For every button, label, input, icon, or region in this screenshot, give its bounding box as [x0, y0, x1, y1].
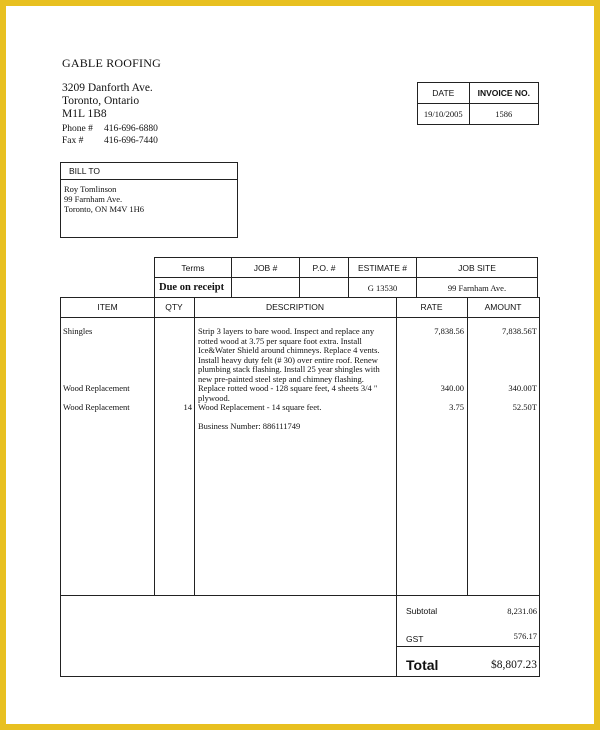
line-rate: 7,838.56 [434, 326, 464, 336]
divider [154, 298, 155, 595]
subtotal-value: 8,231.06 [507, 606, 537, 616]
invoice-info-box [417, 82, 539, 125]
line-amount: 52.50T [512, 402, 537, 412]
total-value: $8,807.23 [491, 659, 537, 671]
gst-value: 576.17 [513, 631, 537, 641]
line-item: Wood Replacement [63, 383, 130, 393]
terms-label: Terms [155, 258, 232, 278]
column-qty: QTY [154, 298, 194, 318]
column-amount: AMOUNT [467, 298, 539, 318]
fax-label: Fax # [62, 136, 84, 146]
terms-table [154, 257, 538, 298]
business-number: Business Number: 886111749 [198, 421, 301, 431]
divider [467, 298, 468, 595]
column-item: ITEM [61, 298, 154, 318]
divider [396, 298, 397, 676]
line-item: Wood Replacement [63, 402, 130, 412]
line-qty: 14 [183, 402, 192, 412]
company-name: GABLE ROOFING [62, 56, 161, 70]
job-value [232, 278, 300, 298]
phone-number: 416-696-6880 [104, 124, 158, 134]
divider [194, 298, 195, 595]
company-phone [62, 124, 158, 134]
line-rate: 340.00 [440, 383, 464, 393]
invoice-page [6, 6, 594, 724]
date-label: DATE [418, 83, 470, 104]
job-site-label: JOB SITE [417, 258, 538, 278]
line-items-table [60, 297, 540, 677]
line-amount: 340.00T [508, 383, 537, 393]
po-label: P.O. # [300, 258, 349, 278]
estimate-label: ESTIMATE # [349, 258, 417, 278]
terms-value: Due on receipt [155, 278, 232, 298]
line-rate: 3.75 [449, 402, 464, 412]
po-value [300, 278, 349, 298]
company-fax [62, 136, 158, 146]
bill-to-name: Roy Tomlinson [64, 184, 117, 194]
invoice-date: 19/10/2005 [418, 104, 470, 125]
bill-to-street: 99 Farnham Ave. [64, 194, 123, 204]
bill-to-label: BILL TO [61, 163, 237, 180]
divider [396, 646, 539, 647]
column-rate: RATE [396, 298, 467, 318]
invoice-number: 1586 [469, 104, 538, 125]
company-address-line2: Toronto, Ontario [62, 95, 140, 107]
total-label: Total [406, 657, 439, 673]
line-description: Wood Replacement - 14 square feet. [198, 402, 322, 412]
line-item: Shingles [63, 326, 93, 336]
company-address-line1: 3209 Danforth Ave. [62, 82, 153, 94]
job-label: JOB # [232, 258, 300, 278]
fax-number: 416-696-7440 [104, 136, 158, 146]
company-address-line3: M1L 1B8 [62, 108, 107, 120]
phone-label: Phone # [62, 124, 93, 134]
bill-to-city: Toronto, ON M4V 1H6 [64, 204, 144, 214]
bill-to-box [60, 162, 238, 238]
job-site-value: 99 Farnham Ave. [417, 278, 538, 298]
subtotal-label: Subtotal [406, 606, 438, 616]
line-amount: 7,838.56T [502, 326, 537, 336]
line-description: Replace rotted wood - 128 square feet, 4 sheets 3/4 " plywood. [198, 383, 378, 403]
invoice-number-label: INVOICE NO. [469, 83, 538, 104]
line-description: Strip 3 layers to bare wood. Inspect and replace any rotted wood at 3.75 per square foot extra. Install Ice&Water Shield around chimneys. Replace 4 vents. Install heavy duty felt (# 30) over entire roof. Renew plumbing stack flashing. Install 25 year shingles with new pre-painted steel step and chimney flashing. [198, 326, 380, 384]
estimate-value: G 13530 [349, 278, 417, 298]
gst-label: GST [406, 634, 424, 644]
column-description: DESCRIPTION [194, 298, 396, 318]
divider [61, 595, 539, 596]
